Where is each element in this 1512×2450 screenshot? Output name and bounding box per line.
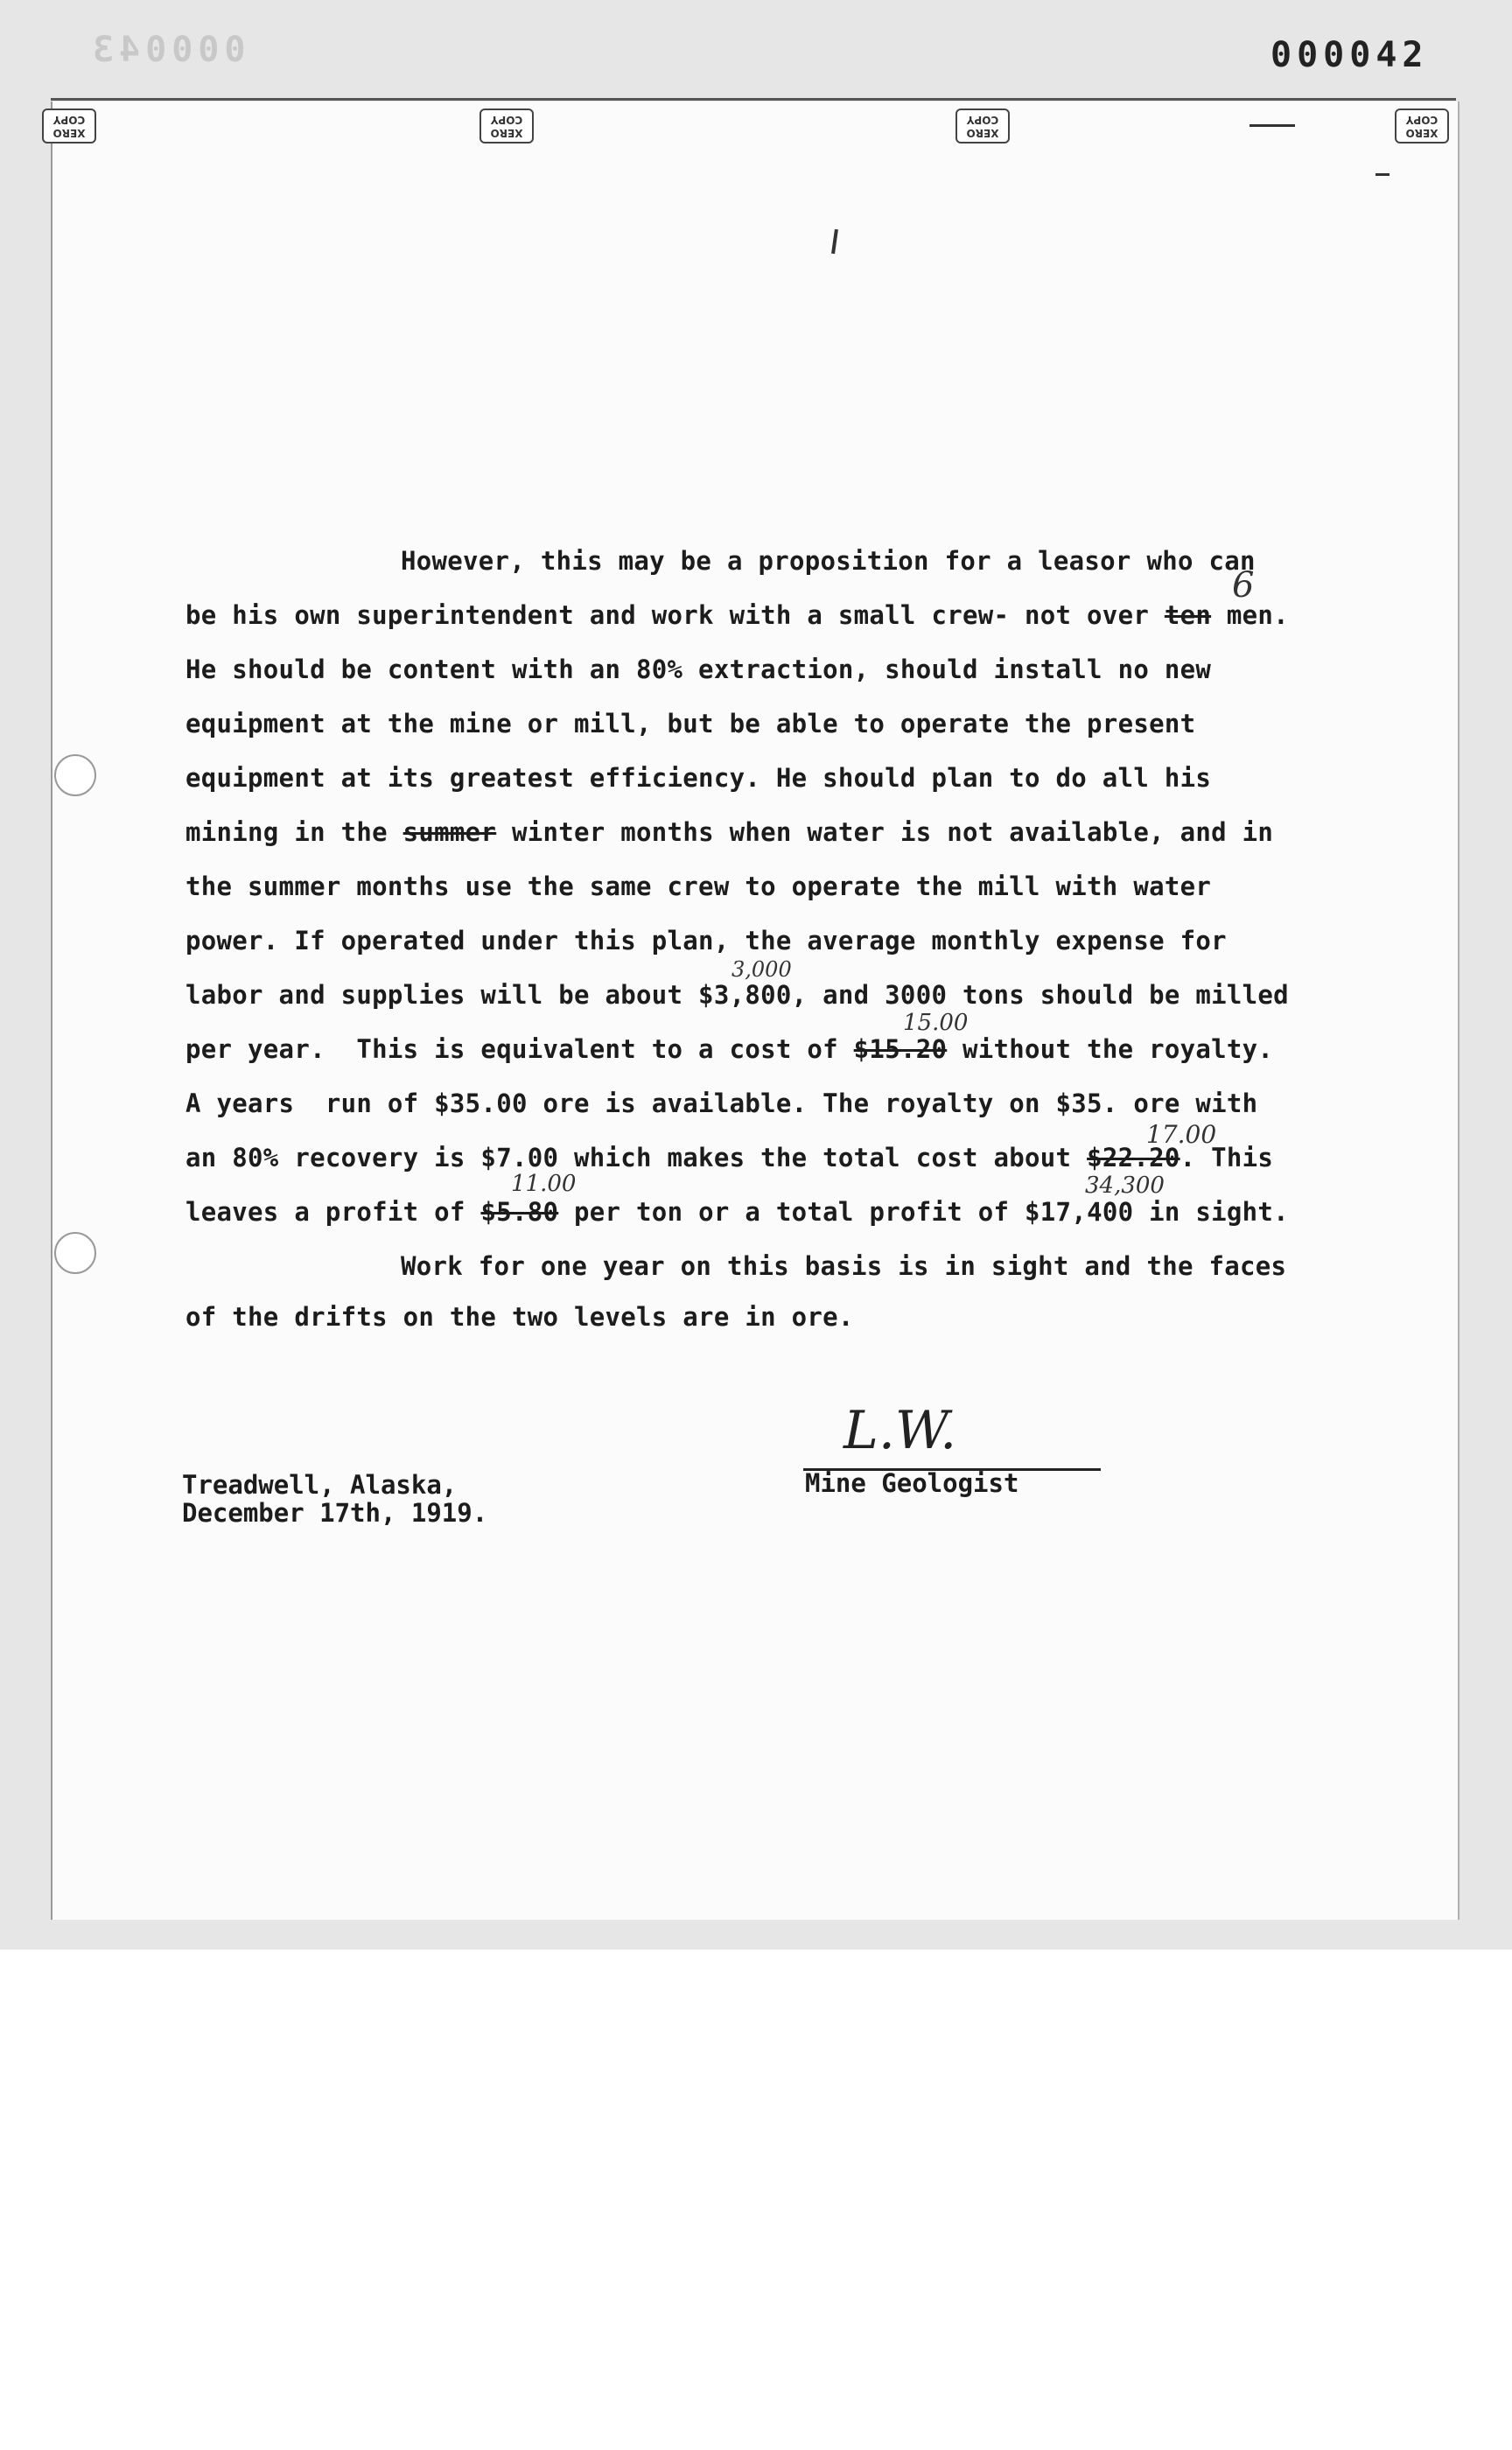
paragraph-line: leaves a profit of $5.80 per ton or a total profit of $17,400 in sight. [186, 1197, 1289, 1227]
handwritten-correction: 6 [1232, 565, 1255, 606]
handwritten-correction: 15.00 [903, 1010, 969, 1036]
signature-initials: L.W. [844, 1400, 957, 1461]
punch-hole [54, 754, 96, 796]
handwritten-correction: 3,000 [732, 957, 792, 982]
tick-mark [1250, 124, 1295, 127]
date-line: December 17th, 1919. [182, 1498, 488, 1528]
signature-title: Mine Geologist [805, 1468, 1019, 1498]
paragraph-line: He should be content with an 80% extraction, should install no new [186, 654, 1212, 684]
document-number: 000042 [1270, 35, 1429, 75]
xero-copy-stamp: XERO COPY [1395, 108, 1449, 144]
place-line: Treadwell, Alaska, [182, 1470, 458, 1500]
paragraph-line: of the drifts on the two levels are in ore. [186, 1302, 854, 1332]
paragraph-line: per year. This is equivalent to a cost of $15.20 without the royalty. [186, 1034, 1274, 1064]
document-page [51, 102, 1460, 1920]
paragraph-line: equipment at the mine or mill, but be able to operate the present [186, 709, 1196, 738]
struck-text: summer [402, 817, 497, 847]
ghost-document-number: 000043 [88, 30, 246, 70]
xero-copy-stamp: XERO COPY [480, 108, 534, 144]
struck-text: $22.20 [1087, 1143, 1180, 1172]
paragraph-line: A years run of $35.00 ore is available. The royalty on $35. ore with [186, 1088, 1258, 1118]
struck-text: $5.80 [480, 1197, 559, 1227]
handwritten-correction: 17.00 [1146, 1120, 1217, 1149]
xero-copy-stamp: XERO COPY [956, 108, 1010, 144]
struck-text: $15.20 [853, 1034, 948, 1064]
tick-mark [1376, 173, 1390, 176]
paragraph-line: power. If operated under this plan, the average monthly expense for [186, 926, 1227, 956]
handwritten-correction: 34,300 [1085, 1172, 1165, 1199]
paragraph-line: be his own superintendent and work with a small crew- not over ten men. [186, 600, 1289, 630]
paragraph-line: equipment at its greatest efficiency. He should plan to do all his [186, 763, 1212, 793]
sheet-top-edge [51, 98, 1456, 101]
punch-hole [54, 1232, 96, 1274]
paragraph-line: mining in the summer winter months when water is not available, and in [186, 817, 1274, 847]
handwritten-correction: 11.00 [511, 1171, 577, 1197]
paragraph-line: Work for one year on this basis is in sight and the faces [401, 1251, 1287, 1281]
paragraph-line: However, this may be a proposition for a leasor who can [401, 546, 1256, 576]
struck-text: ten [1164, 600, 1212, 630]
xero-copy-stamp: XERO COPY [42, 108, 96, 144]
paragraph-line: labor and supplies will be about $3,800, and 3000 tons should be milled [186, 980, 1289, 1010]
paragraph-line: an 80% recovery is $7.00 which makes the total cost about $22.20. This [186, 1143, 1274, 1172]
paragraph-line: the summer months use the same crew to operate the mill with water [186, 872, 1212, 901]
